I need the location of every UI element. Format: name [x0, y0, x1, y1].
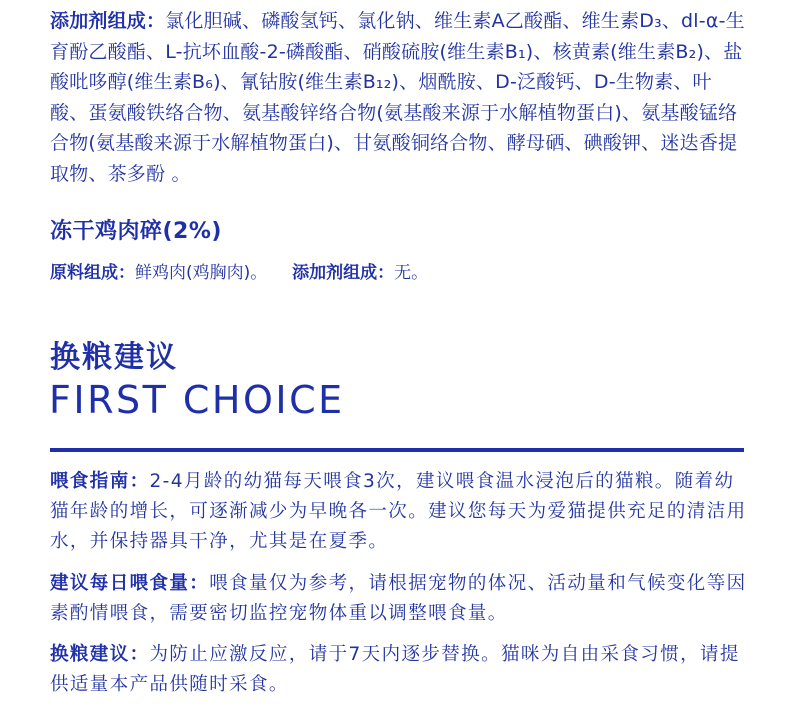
freeze-dried-composition	[50, 259, 428, 287]
section-divider	[50, 448, 744, 452]
feeding-guide-text: 2-4月龄的幼猫每天喂食3次，建议喂食温水浸泡后的猫粮。随着幼猫年龄的增长，可逐渐减少为早晚各一次。建议您每天为爱猫提供充足的清洁用水，并保持器具干净，尤其是在夏季。	[50, 471, 747, 552]
feeding-guide-paragraph	[50, 467, 750, 557]
section-title-en: FIRST CHOICE	[49, 378, 345, 422]
switch-advice-text: 为防止应激反应，请于7天内逐步替换。猫咪为自由采食习惯，请提供适量本产品供随时采食。	[50, 644, 740, 695]
freeze-dried-additive-text: 无。	[394, 263, 429, 283]
daily-amount-paragraph	[50, 569, 750, 629]
freeze-dried-heading: 冻干鸡肉碎(2%)	[50, 219, 222, 244]
raw-material-label: 原料组成：	[50, 263, 135, 283]
feeding-guide-label: 喂食指南：	[50, 471, 150, 492]
additives-label: 添加剂组成：	[50, 10, 166, 32]
section-title-cn: 换粮建议	[50, 340, 178, 375]
additives-paragraph	[50, 6, 750, 189]
switch-advice-label: 换粮建议：	[50, 644, 150, 665]
raw-material-text: 鲜鸡肉(鸡胸肉)。	[135, 263, 268, 283]
freeze-dried-additive-label: 添加剂组成：	[292, 263, 395, 283]
additives-text: 氯化胆碱、磷酸氢钙、氯化钠、维生素A乙酸酯、维生素D₃、dl-α-生育酚乙酸酯、L-抗坏血酸-2-磷酸酯、硝酸硫胺(维生素B₁)、核黄素(维生素B₂)、盐酸吡哆醇(维生素B₆)、氰钴胺(维生素B₁₂)、烟酰胺、D-泛酸钙、D-生物素、叶酸、蛋氨酸铁络合物、氨基酸锌络合物(氨基酸来源于水解植物蛋白)、氨基酸锰络合物(氨基酸来源于水解植物蛋白)、甘氨酸铜络合物、酵母硒、碘酸钾、迷迭香提取物、茶多酚 。	[50, 10, 745, 185]
switch-advice-paragraph	[50, 640, 750, 700]
daily-amount-text: 喂食量仅为参考，请根据宠物的体况、活动量和气候变化等因素酌情喂食，需要密切监控宠物体重以调整喂食量。	[50, 573, 747, 624]
daily-amount-label: 建议每日喂食量：	[50, 573, 210, 594]
